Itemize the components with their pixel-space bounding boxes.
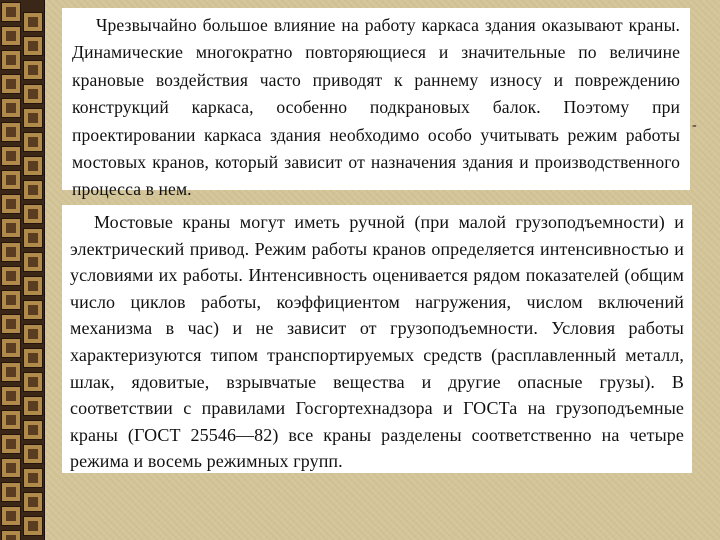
pattern-tile — [1, 170, 21, 190]
pattern-tile — [23, 228, 43, 248]
pattern-tile — [1, 362, 21, 382]
pattern-tile — [1, 122, 21, 142]
pattern-tile — [1, 74, 21, 94]
pattern-tile — [1, 242, 21, 262]
paragraph-crane-modes: Мостовые краны могут иметь ручной (при малой грузоподъемности) и электрический привод. Режим работы кранов определяется интенсивностью и условиями их работы. Интенсивность оценивается рядом показателей (общим число циклов работы, коэффициентом нагружения, числом включений механизма в час) и не зависит от грузоподъемности. Условия работы характеризуются типом транспортируемых средств (расплавленный металл, шлак, ядовитые, взрывчатые вещества и другие опасные грузы). В соответствии с правилами Госгортехнадзора и ГОСТа на грузоподъемные краны (ГОСТ 25546—82) все краны разделены соответственно на четыре режима и восемь режимных групп. — [70, 212, 684, 472]
decorative-side-strip — [0, 0, 45, 540]
pattern-tile — [1, 98, 21, 118]
pattern-tile — [23, 324, 43, 344]
pattern-tile — [1, 50, 21, 70]
pattern-tile — [23, 108, 43, 128]
pattern-tile — [23, 252, 43, 272]
pattern-tile — [23, 492, 43, 512]
pattern-tile — [1, 434, 21, 454]
pattern-tile — [23, 36, 43, 56]
pattern-tile — [1, 2, 21, 22]
pattern-tile — [1, 218, 21, 238]
pattern-tile — [23, 132, 43, 152]
pattern-tile — [23, 204, 43, 224]
pattern-tile — [1, 194, 21, 214]
pattern-tile — [23, 300, 43, 320]
pattern-tile — [1, 386, 21, 406]
pattern-tile — [23, 12, 43, 32]
pattern-tile — [1, 290, 21, 310]
pattern-tile — [1, 266, 21, 286]
pattern-tile — [1, 338, 21, 358]
paragraph-crane-influence: Чрезвычайно большое влияние на работу каркаса здания оказывают краны. Динамические многократно повторяющиеся и значительные по величине крановые воздействия часто приводят к раннему износу и повреждению конструкций каркаса, особенно подкрановых балок. Поэтому при проектировании каркаса здания необходимо особо учитывать режим работы мостовых кранов, который зависит от назначения здания и производственного процесса в нем. — [72, 15, 680, 200]
edge-mark: - — [692, 118, 697, 133]
pattern-tile — [1, 314, 21, 334]
pattern-tile — [23, 276, 43, 296]
pattern-tile — [23, 372, 43, 392]
pattern-tile — [23, 516, 43, 536]
text-page-excerpt-2 — [62, 205, 692, 473]
pattern-tile — [1, 410, 21, 430]
pattern-tile — [1, 482, 21, 502]
pattern-tile — [1, 458, 21, 478]
pattern-tile — [23, 180, 43, 200]
pattern-tile — [23, 156, 43, 176]
pattern-tile — [1, 146, 21, 166]
pattern-tile — [23, 84, 43, 104]
pattern-tile — [23, 348, 43, 368]
pattern-tile — [23, 60, 43, 80]
pattern-tile — [1, 506, 21, 526]
pattern-tile — [23, 420, 43, 440]
pattern-tile — [1, 530, 21, 540]
pattern-tile — [23, 444, 43, 464]
text-page-excerpt-1 — [62, 8, 690, 200]
pattern-tile — [23, 468, 43, 488]
pattern-tile — [1, 26, 21, 46]
pattern-tile — [23, 396, 43, 416]
